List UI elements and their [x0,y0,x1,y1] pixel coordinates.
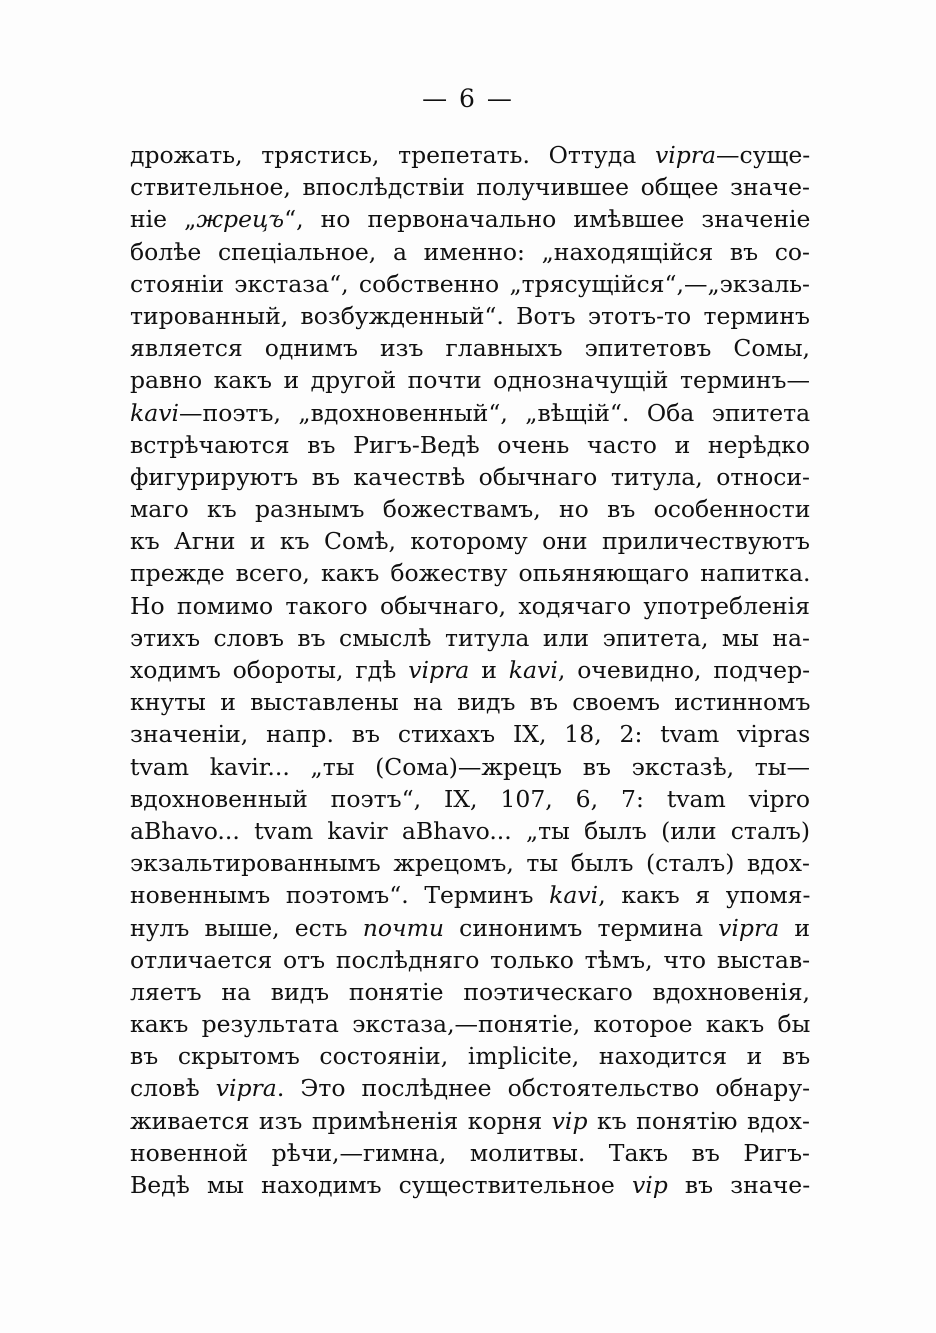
text-segment: кнуты и выставлены на видъ въ своемъ истинномъ [130,688,811,717]
text-segment: живается изъ примѣненія корня [130,1106,552,1135]
text-segment: нулъ выше, есть [130,913,363,942]
text-segment: отличается отъ послѣдняго только тѣмъ, что выстав- [130,945,811,974]
text-line [130,268,810,300]
text-line [130,1137,810,1169]
italic-term: vipra [654,141,717,169]
italic-term: kavi [130,398,180,427]
text-segment: встрѣчаются въ Ригъ-Ведѣ очень часто и нерѣдко [130,430,810,459]
text-segment: ствительное, впослѣдствіи получившее общее значе- [130,173,810,202]
text-segment: ходимъ обороты, гдѣ [130,656,409,684]
text-segment: значеніи, напр. въ стихахъ IX, 18, 2: tvam vipras [130,720,811,749]
text-line [130,139,810,171]
text-segment: фигурируютъ въ качествѣ обычнаго титула, относи- [130,462,810,491]
text-segment: Но помимо такого обычнаго, ходячаго употребленія [130,591,810,620]
text-line [130,461,810,493]
text-segment: прежде всего, какъ божеству опьяняющаго напитка. [130,559,811,588]
body-text [130,139,810,1201]
text-segment: новенной рѣчи,—гимна, молитвы. Такъ въ Ригъ- [130,1138,810,1167]
text-segment: . Это послѣднее обстоятельство обнару- [276,1074,811,1103]
italic-term: жрецъ [196,205,285,234]
text-line [130,1072,810,1104]
text-segment: —суще- [716,141,811,169]
text-segment: —поэтъ, „вдохновенный“, „вѣщій“. Оба эпитета [179,398,811,427]
text-segment: болѣе спеціальное, а именно: „находящійся въ со- [130,237,810,266]
text-line [130,912,810,944]
text-line [130,300,810,332]
italic-term: kavi [508,656,558,684]
text-segment: “, но первоначально имѣвшее значеніе [284,205,811,234]
text-segment: является однимъ изъ главныхъ эпитетовъ Сомы, [130,334,810,363]
text-segment: какъ результата экстаза,—понятіе, которое какъ бы [130,1010,811,1039]
text-line [130,654,810,686]
text-line [130,718,810,750]
text-line [130,751,810,783]
text-segment: aВhavo... tvam kavir aВhavo... „ты былъ (или сталъ) [130,816,810,845]
text-line [130,783,810,815]
text-segment: къ понятію вдох- [587,1106,810,1135]
text-line [130,944,810,976]
text-segment: ляетъ на видъ понятіе поэтическаго вдохновенія, [130,977,810,1006]
text-line [130,976,810,1008]
text-segment: tvam kavir... „ты (Сома)—жрецъ въ экстазѣ, ты— [130,752,810,781]
text-segment: , очевидно, подчер- [557,656,811,684]
text-segment: маго къ разнымъ божествамъ, но въ особенности [130,495,811,524]
text-line [130,493,810,525]
text-line [130,1040,810,1072]
italic-term: vipra [215,1074,277,1103]
text-line [130,622,810,654]
text-segment: тированный, возбужденный“. Вотъ этотъ-то терминъ [130,301,810,330]
text-segment: новеннымъ поэтомъ“. Терминъ [130,881,550,910]
text-line [130,236,810,268]
text-segment: синонимъ термина [444,913,719,942]
text-segment: Ведѣ мы находимъ существительное [130,1171,632,1199]
text-line [130,847,810,879]
text-segment: къ Агни и къ Сомѣ, которому они приличествуютъ [130,527,810,556]
text-segment: и [779,913,811,942]
text-segment: , какъ я упомя- [598,881,811,910]
text-segment: экзальтированнымъ жрецомъ, ты былъ (сталъ) вдох- [130,849,810,878]
text-segment: и [469,656,509,684]
text-line [130,397,810,429]
italic-term: vip [551,1106,588,1135]
text-line [130,525,810,557]
text-segment: равно какъ и другой почти однозначущій терминъ— [130,366,810,395]
text-line [130,429,810,461]
text-segment: словѣ [130,1074,216,1103]
text-line [130,879,810,911]
text-segment: въ значе- [667,1171,811,1199]
text-segment: дрожать, трястись, трепетать. Оттуда [130,141,655,169]
text-line [130,332,810,364]
italic-term: vipra [408,656,470,684]
text-segment: въ скрытомъ состояніи, implicite, находится и въ [130,1042,811,1071]
text-line [130,203,810,235]
text-segment: ніе „ [130,205,197,234]
italic-term: vipra [718,913,780,942]
italic-term: kavi [549,881,599,910]
text-line [130,686,810,718]
text-line [130,1008,810,1040]
text-line [130,815,810,847]
text-segment: стояніи экстаза“, собственно „трясущійся“,—„экзаль- [130,269,810,298]
text-segment: этихъ словъ въ смыслѣ титула или эпитета, мы на- [130,623,810,652]
text-segment: вдохновенный поэтъ“, IX, 107, 6, 7: tvam vipro [130,784,810,813]
page-number: — 6 — [422,84,514,113]
italic-term: почти [362,913,445,942]
text-line [130,171,810,203]
text-line [130,1105,810,1137]
text-line [130,1169,810,1201]
text-line [130,364,810,396]
text-line [130,590,810,622]
text-line [130,557,810,589]
italic-term: vip [631,1171,668,1199]
